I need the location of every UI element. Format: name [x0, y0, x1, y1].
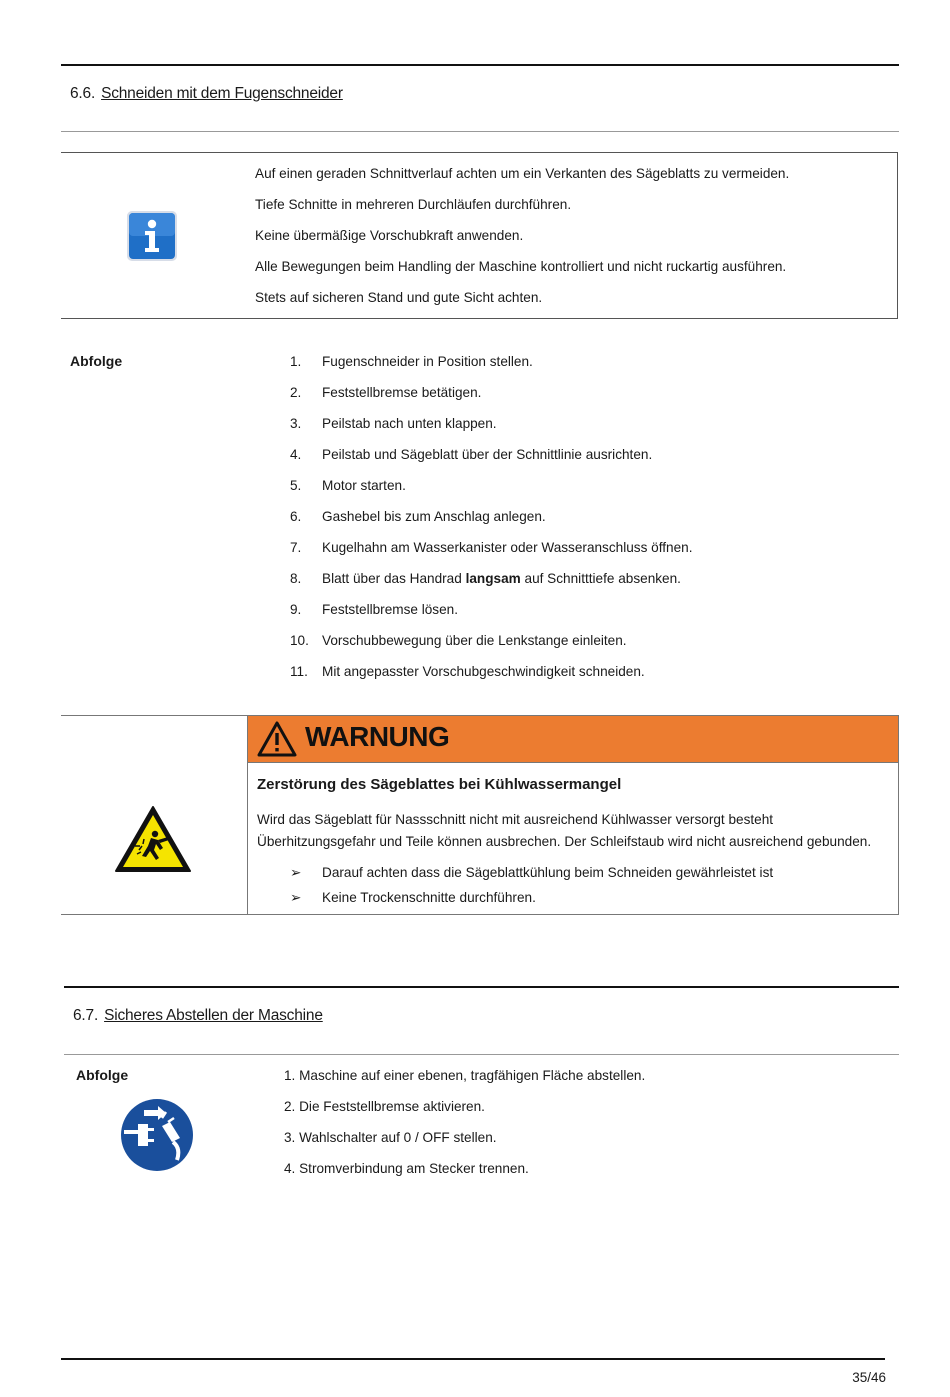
step-text: Kugelhahn am Wasserkanister oder Wasseranschluss öffnen. [322, 540, 693, 555]
step-text: Feststellbremse lösen. [322, 602, 458, 617]
step-number: 10. [290, 633, 309, 648]
step-text: 3. Wahlschalter auf 0 / OFF stellen. [284, 1130, 497, 1145]
info-line: Tiefe Schnitte in mehreren Durchläufen durchführen. [255, 197, 572, 212]
step-text: Vorschubbewegung über die Lenkstange einleiten. [322, 633, 627, 648]
section-heading-6-7 [73, 1007, 323, 1025]
top-rule [61, 64, 899, 66]
step-text: 1. Maschine auf einer ebenen, tragfähigen Fläche abstellen. [284, 1068, 646, 1083]
disconnect-plug-icon [118, 1096, 196, 1174]
section-title: Sicheres Abstellen der Maschine [104, 1007, 323, 1024]
step-text: Gashebel bis zum Anschlag anlegen. [322, 509, 546, 524]
step-text-part: Blatt über das Handrad [322, 571, 466, 586]
warning-bullet: Keine Trockenschnitte durchführen. [322, 890, 536, 905]
step-text: 2. Die Feststellbremse aktivieren. [284, 1099, 485, 1114]
info-line: Alle Bewegungen beim Handling der Maschine kontrolliert und nicht ruckartig ausführen. [255, 259, 787, 274]
warning-bullet: Darauf achten dass die Sägeblattkühlung beim Schneiden gewährleistet ist [322, 865, 774, 880]
step-number: 3. [290, 416, 302, 431]
bullet-arrow-icon: ➢ [290, 890, 302, 905]
section-number: 6.6. [70, 85, 96, 102]
section-rule [64, 986, 899, 988]
warning-triangle-icon [257, 721, 297, 757]
info-line: Auf einen geraden Schnittverlauf achten um ein Verkanten des Sägeblatts zu vermeiden. [255, 166, 790, 181]
section-divider [64, 1054, 899, 1055]
step-text: Mit angepasster Vorschubgeschwindigkeit schneiden. [322, 664, 645, 679]
step-text: Motor starten. [322, 478, 406, 493]
step-text [322, 571, 681, 586]
procedure-label: Abfolge [70, 353, 123, 369]
warning-subtitle: Zerstörung des Sägeblattes bei Kühlwassermangel [257, 776, 622, 793]
footer-rule [61, 1358, 885, 1360]
warning-divider [247, 763, 248, 914]
page-number: 35/46 [852, 1370, 886, 1385]
step-number: 9. [290, 602, 302, 617]
info-line: Keine übermäßige Vorschubkraft anwenden. [255, 228, 524, 243]
step-number: 1. [290, 354, 302, 369]
step-number: 2. [290, 385, 302, 400]
info-line: Stets auf sicheren Stand und gute Sicht achten. [255, 290, 543, 305]
warning-body: Wird das Sägeblatt für Nassschnitt nicht mit ausreichend Kühlwasser versorgt besteht Überhitzungsgefahr und Teile können ausbrechen. Der Schleifstaub wird nicht ausreichend gebunden. [257, 812, 872, 849]
step-number: 8. [290, 571, 302, 586]
section-number: 6.7. [73, 1007, 99, 1024]
info-icon [126, 210, 178, 262]
section-heading-6-6 [70, 85, 343, 103]
bullet-arrow-icon: ➢ [290, 865, 302, 880]
step-text: Peilstab nach unten klappen. [322, 416, 497, 431]
section-title: Schneiden mit dem Fugenschneider [101, 85, 343, 102]
step-number: 4. [290, 447, 302, 462]
step-number: 6. [290, 509, 302, 524]
step-number: 11. [290, 664, 308, 679]
step-text: Feststellbremse betätigen. [322, 385, 482, 400]
step-number: 5. [290, 478, 302, 493]
procedure-label: Abfolge [76, 1067, 129, 1083]
warning-title: WARNUNG [305, 721, 450, 752]
blade-hazard-warning-icon [113, 804, 193, 874]
step-text: Peilstab und Sägeblatt über der Schnittlinie ausrichten. [322, 447, 653, 462]
step-text-part: auf Schnitttiefe absenken. [520, 571, 681, 586]
step-number: 7. [290, 540, 302, 555]
step-text-emphasis: langsam [465, 571, 521, 586]
step-text: Fugenschneider in Position stellen. [322, 354, 533, 369]
section-divider [61, 131, 899, 132]
step-text: 4. Stromverbindung am Stecker trennen. [284, 1161, 529, 1176]
